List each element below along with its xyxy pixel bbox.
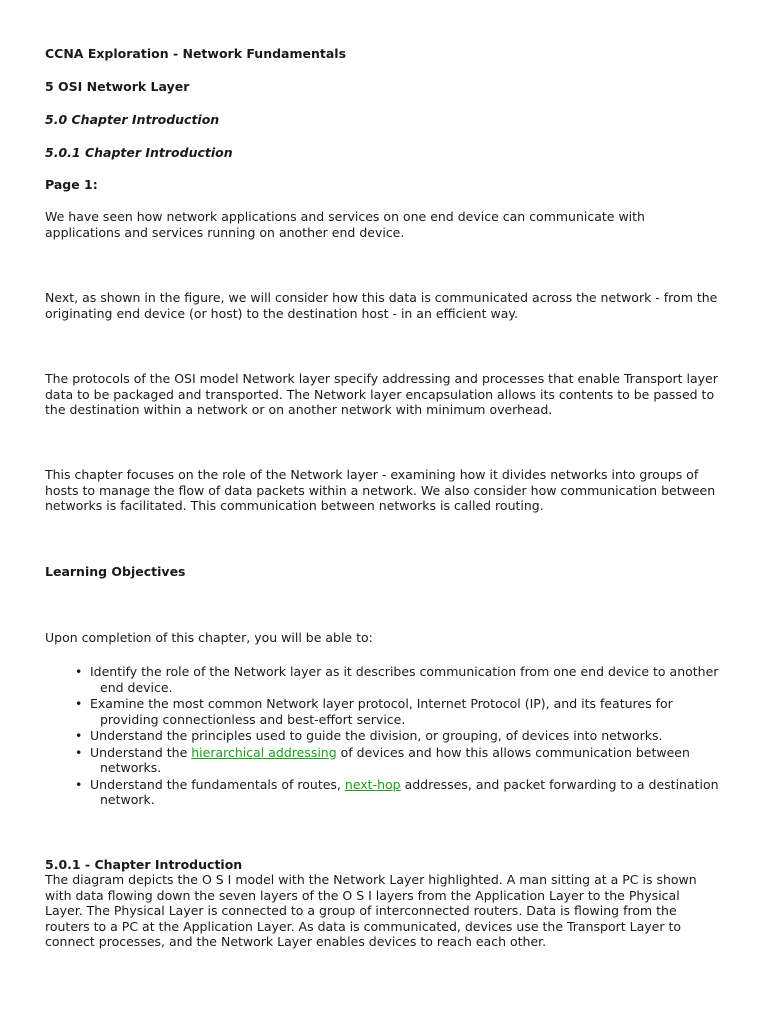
paragraph-3	[45, 371, 735, 418]
paragraph-line: The protocols of the OSI model Network layer specify addressing and processes that enable Transport layer	[45, 371, 718, 386]
list-item-text-pre: Understand the	[90, 744, 192, 760]
chapter-heading: 5 OSI Network Layer	[45, 79, 190, 94]
list-item	[45, 728, 735, 744]
next-hop-link[interactable]: next-hop	[344, 776, 401, 792]
paragraph-line: This chapter focuses on the role of the Network layer - examining how it divides networks into groups of	[45, 467, 699, 482]
page-label: Page 1:	[45, 177, 98, 192]
paragraph-line: originating end device (or host) to the destination host - in an efficient way.	[45, 305, 518, 321]
list-item	[45, 664, 735, 695]
document-title: CCNA Exploration - Network Fundamentals	[45, 46, 347, 61]
paragraph-line: The diagram depicts the O S I model with the Network Layer highlighted. A man sitting at a PC is shown	[45, 872, 697, 887]
paragraph-line: Next, as shown in the figure, we will consider how this data is communicated across the network - from the	[45, 290, 718, 305]
figure-heading: 5.0.1 - Chapter Introduction	[45, 857, 243, 872]
paragraph-line: Layer. The Physical Layer is connected to a group of interconnected routers. Data is flowing from the	[45, 903, 677, 918]
list-item-text-post: of devices and how this allows communication between	[336, 744, 690, 760]
bullet-icon: •	[75, 664, 83, 679]
paragraph-line: applications and services running on another end device.	[45, 224, 405, 240]
list-item-text: Understand the principles used to guide the division, or grouping, of devices into networks.	[90, 728, 663, 743]
bullet-icon: •	[75, 776, 83, 792]
bullet-icon: •	[75, 744, 83, 760]
list-item	[45, 777, 735, 808]
list-item-text: Identify the role of the Network layer as it describes communication from one end device to another	[90, 664, 719, 679]
paragraph-line: with data flowing down the seven layers of the O S I layers from the Application Layer to the Physical	[45, 887, 680, 903]
paragraph-line: networks is facilitated. This communication between networks is called routing.	[45, 498, 544, 513]
paragraph-2	[45, 290, 735, 321]
list-item-text-post: addresses, and packet forwarding to a destination	[400, 776, 719, 792]
subsection-heading: 5.0.1 Chapter Introduction	[45, 145, 233, 160]
paragraph-line: We have seen how network applications and services on one end device can communicate with	[45, 209, 645, 224]
list-item-text	[90, 745, 735, 761]
section-heading: 5.0 Chapter Introduction	[45, 112, 220, 127]
list-item-text: networks.	[100, 760, 162, 775]
list-item-text: providing connectionless and best-effort service.	[100, 711, 406, 727]
objectives-list	[45, 664, 735, 809]
list-item	[45, 745, 735, 776]
list-item-text-pre: Understand the fundamentals of routes,	[90, 776, 345, 792]
paragraph-line: the destination within a network or on another network with minimum overhead.	[45, 402, 553, 417]
list-item-text: Examine the most common Network layer protocol, Internet Protocol (IP), and its features for	[90, 696, 673, 711]
figure-description	[45, 872, 735, 950]
hierarchical-addressing-link[interactable]: hierarchical addressing	[191, 744, 337, 760]
bullet-icon: •	[75, 696, 83, 711]
paragraph-line: connect processes, and the Network Layer enables devices to reach each other.	[45, 934, 547, 949]
list-item-text	[90, 777, 735, 793]
objectives-intro: Upon completion of this chapter, you will be able to:	[45, 630, 373, 645]
list-item-text: network.	[100, 792, 155, 807]
bullet-icon: •	[75, 728, 83, 743]
paragraph-line: routers to a PC at the Application Layer. As data is communicated, devices use the Transport Layer to	[45, 918, 681, 934]
list-item-text: end device.	[100, 679, 173, 695]
list-item	[45, 696, 735, 727]
paragraph-line: hosts to manage the flow of data packets within a network. We also consider how communication between	[45, 482, 716, 498]
paragraph-4	[45, 467, 735, 514]
paragraph-1	[45, 209, 735, 240]
paragraph-line: data to be packaged and transported. The Network layer encapsulation allows its contents to be passed to	[45, 386, 715, 402]
objectives-heading: Learning Objectives	[45, 564, 186, 579]
